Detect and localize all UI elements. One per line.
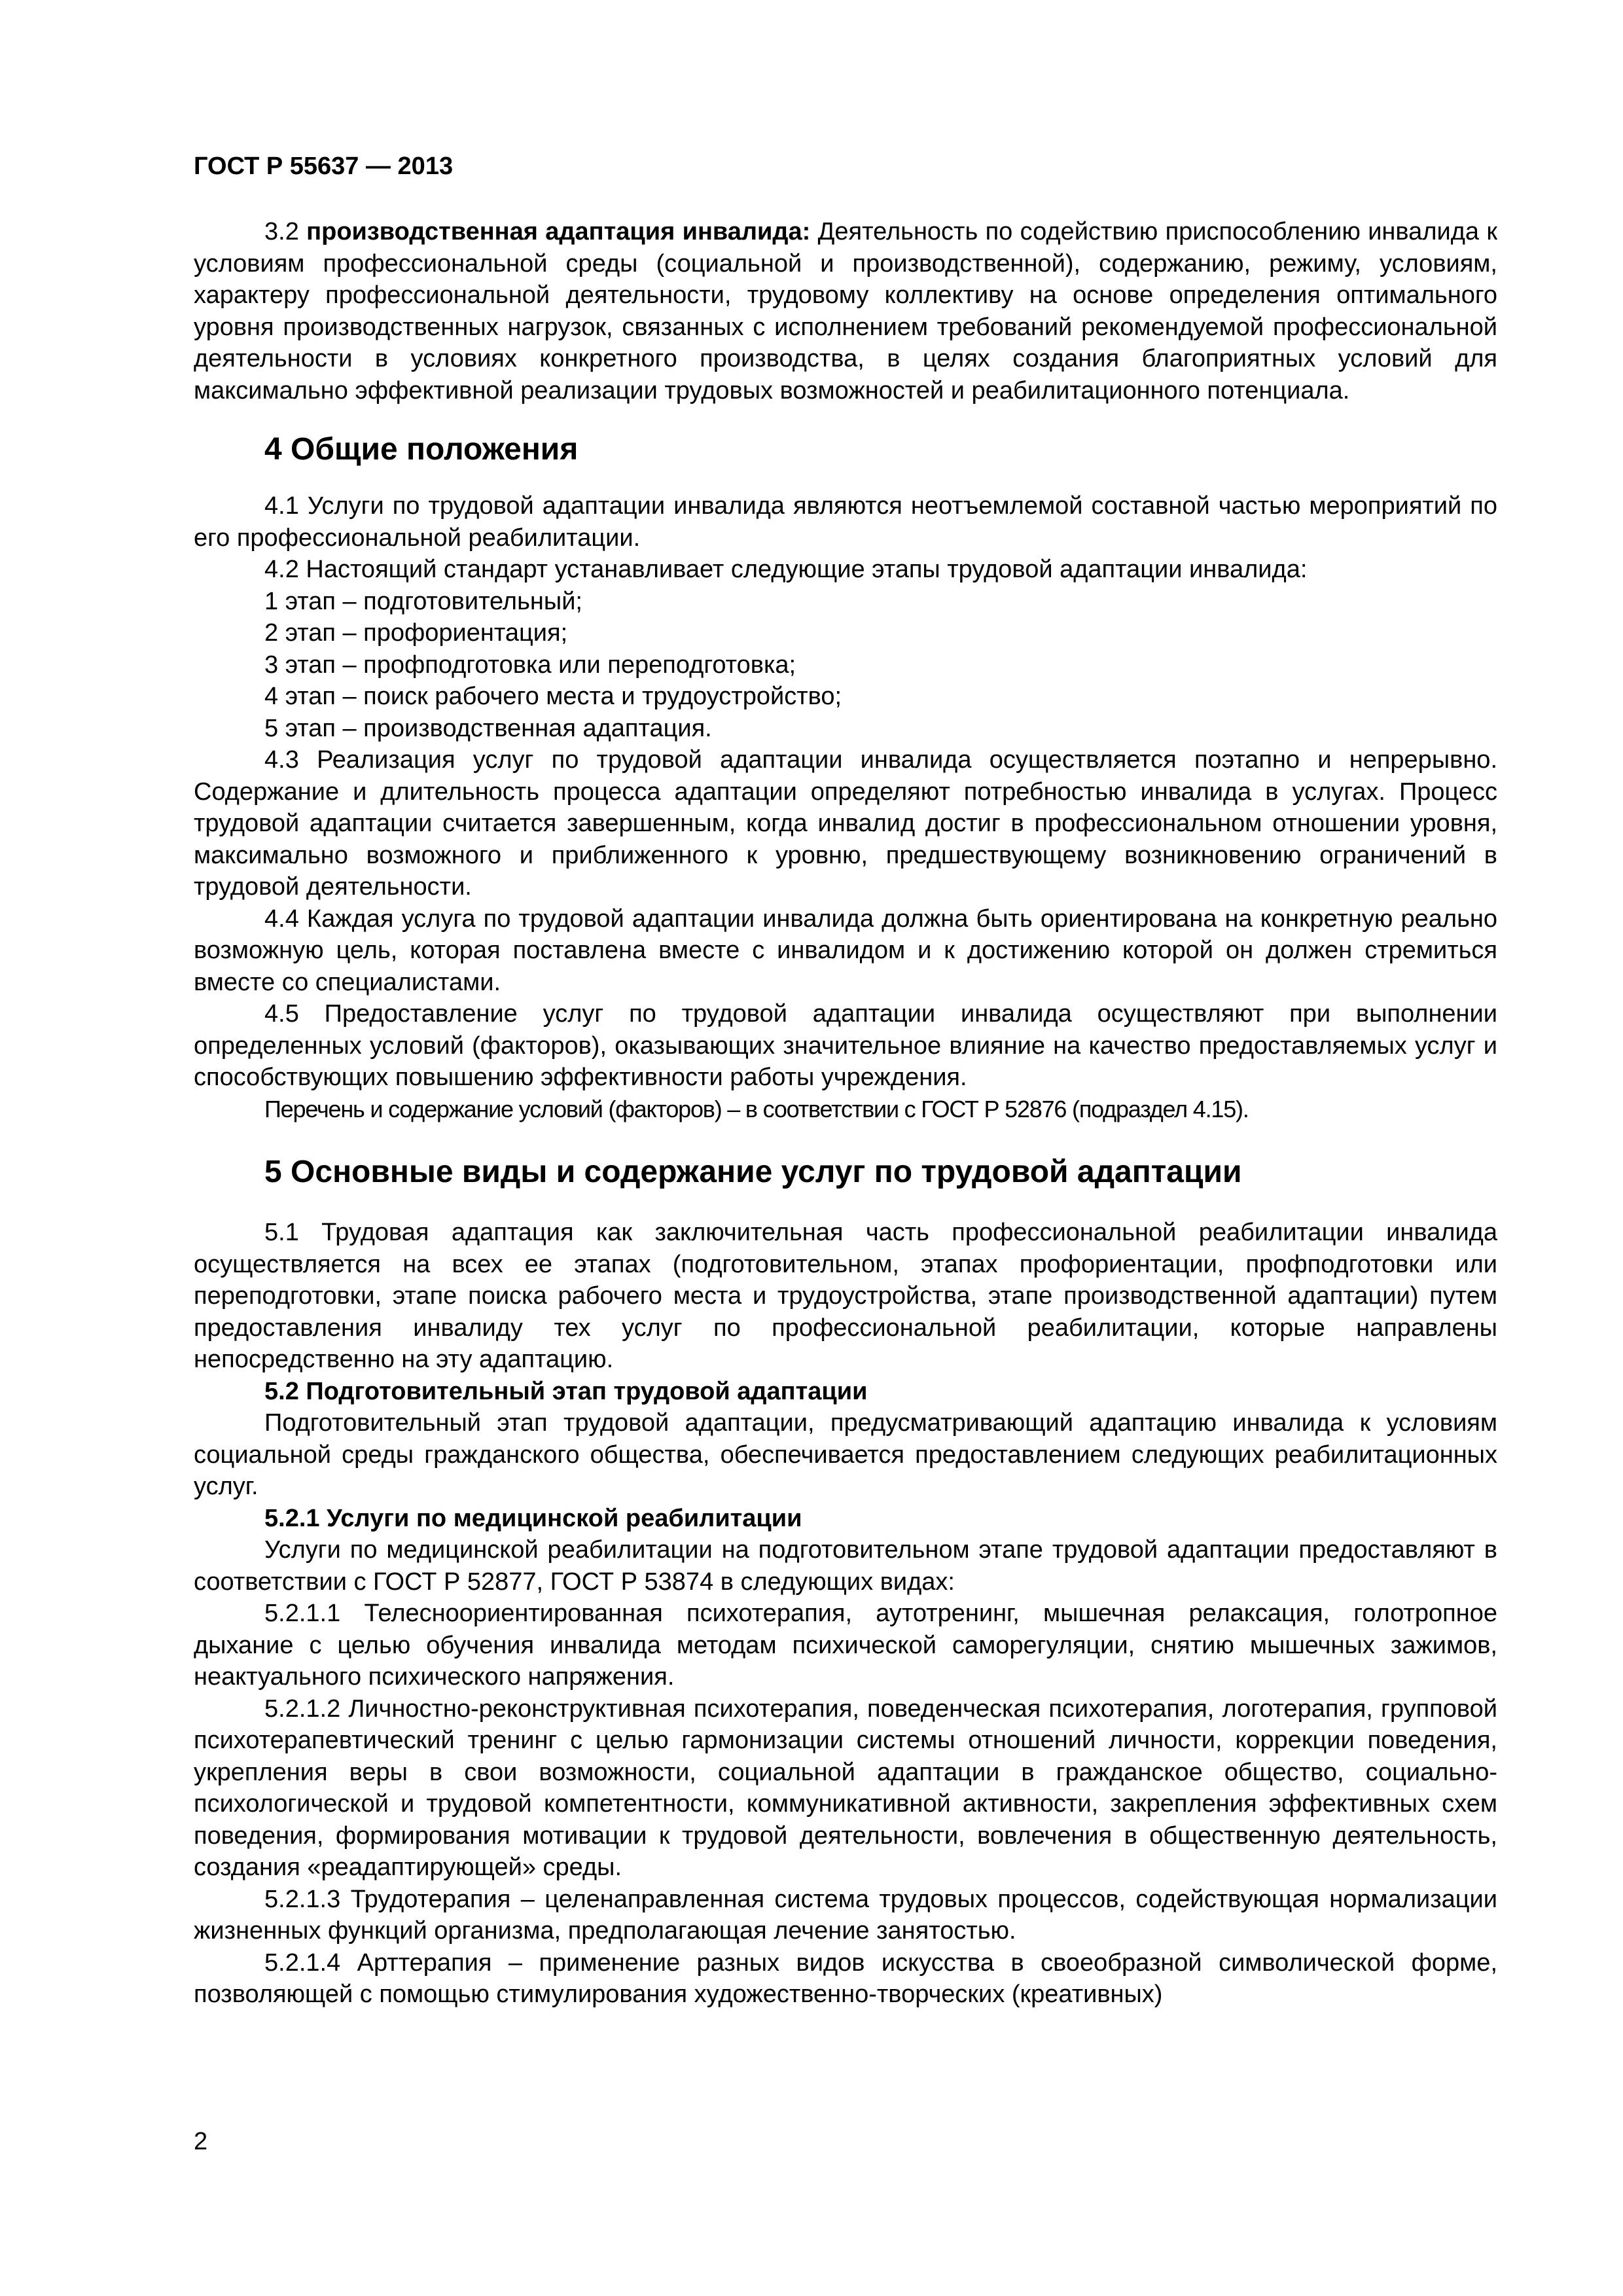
stage-item: 3 этап – профподготовка или переподготовка; <box>264 651 796 679</box>
stage-item: 2 этап – профориентация; <box>264 619 568 647</box>
subsection-5-2-1-heading: 5.2.1 Услуги по медицинской реабилитации <box>264 1504 802 1532</box>
paragraph-4-3: 4.3 Реализация услуг по трудовой адаптации инвалида осуществляется поэтапно и непрерывно. Содержание и длительность процесса адаптации определяют потребностью инвалида в услугах. Процесс трудовой адаптации считается завершенным, когда инвалид достиг в профессиональном отношении уровня, максимально возможного и приближенного к уровню, предшествующему возникновению ограничений в трудовой деятельности. <box>194 746 1497 901</box>
paragraph-5-2: Подготовительный этап трудовой адаптации, предусматривающий адаптацию инвалида к условиям социальной среды гражданского общества, обеспечивается предоставлением следующих реабилитационных услуг. <box>194 1409 1497 1500</box>
page-number: 2 <box>194 2128 208 2155</box>
paragraph-4-1: 4.1 Услуги по трудовой адаптации инвалида являются неотъемлемой составной частью мероприятий по его профессиональной реабилитации. <box>194 492 1497 552</box>
stage-item: 1 этап – подготовительный; <box>264 587 582 615</box>
paragraph-4-4: 4.4 Каждая услуга по трудовой адаптации инвалида должна быть ориентирована на конкретную реально возможную цель, которая поставлена вместе с инвалидом и к достижению которой он должен стремиться вместе со специалистами. <box>194 905 1497 996</box>
stage-item: 5 этап – производственная адаптация. <box>264 714 712 742</box>
paragraph-3-2 <box>194 216 1497 406</box>
section-4-title: 4 Общие положения <box>264 432 579 467</box>
term-definition: производственная адаптация инвалида: <box>306 218 811 245</box>
paragraph-number: 3.2 <box>264 218 307 245</box>
paragraph-4-5-reference: Перечень и содержание условий (факторов) – в соответствии с ГОСТ Р 52876 (подраздел 4.15). <box>264 1095 1249 1122</box>
paragraph-4-5: 4.5 Предоставление услуг по трудовой адаптации инвалида осуществляют при выполнении определенных условий (факторов), оказывающих значительное влияние на качество предоставляемых услуг и способствующих повышению эффективности работы учреждения. <box>194 1000 1497 1091</box>
document-body <box>194 216 1497 2011</box>
subsection-5-2-title <box>194 1376 1497 1408</box>
paragraph-text: Деятельность по содействию приспособлению инвалида к условиям профессиональной среды (социальной и производственной), содержанию, режиму, условиям, характеру профессиональной деятельности, трудовому коллективу на основе определения оптимального уровня производственных нагрузок, связанных с исполнением требований рекомендуемой профессиональной деятельности в условиях конкретного производства, в целях создания благоприятных условий для максимально эффективной реализации трудовых возможностей и реабилитационного потенциала. <box>194 218 1497 404</box>
subsection-5-2-heading: 5.2 Подготовительный этап трудовой адаптации <box>264 1377 868 1405</box>
subsection-5-2-1-title <box>194 1503 1497 1535</box>
paragraph-5-2-1-1: 5.2.1.1 Телесноориентированная психотерапия, аутотренинг, мышечная релаксация, голотропное дыхание с целью обучения инвалида методам психической саморегуляции, снятию мышечных зажимов, неактуального психического напряжения. <box>194 1600 1497 1691</box>
paragraph-5-2-1-3: 5.2.1.3 Трудотерапия – целенаправленная система трудовых процессов, содействующая нормализации жизненных функций организма, предполагающая лечение занятостью. <box>194 1885 1497 1945</box>
paragraph-5-2-1: Услуги по медицинской реабилитации на подготовительном этапе трудовой адаптации предоставляют в соответствии с ГОСТ Р 52877, ГОСТ Р 53874 в следующих видах: <box>194 1536 1497 1596</box>
paragraph-5-2-1-4: 5.2.1.4 Арттерапия – применение разных видов искусства в своеобразной символической форме, позволяющей с помощью стимулирования художественно-творческих (креативных) <box>194 1948 1497 2008</box>
paragraph-5-1: 5.1 Трудовая адаптация как заключительная часть профессиональной реабилитации инвалида осуществляется на всех ее этапах (подготовительном, этапах профориентации, профподготовки или переподготовки, этапе поиска рабочего места и трудоустройства, этапе производственной адаптации) путем предоставления инвалиду тех услуг по профессиональной реабилитации, которые направлены непосредственно на эту адаптацию. <box>194 1219 1497 1373</box>
stage-item: 4 этап – поиск рабочего места и трудоустройство; <box>264 683 842 710</box>
paragraph-5-2-1-2: 5.2.1.2 Личностно-реконструктивная психотерапия, поведенческая психотерапия, логотерапия, групповой психотерапевтический тренинг с целью гармонизации системы отношений личности, коррекции поведения, укрепления веры в свои возможности, социальной адаптации в гражданское общество, социально-психологической и трудовой компетентности, коммуникативной активности, закрепления эффективных схем поведения, формирования мотивации к трудовой деятельности, вовлечения в общественную деятельность, создания «реадаптирующей» среды. <box>194 1695 1497 1881</box>
document-header: ГОСТ Р 55637 — 2013 <box>194 152 454 180</box>
paragraph-4-2: 4.2 Настоящий стандарт устанавливает следующие этапы трудовой адаптации инвалида: <box>264 556 1308 583</box>
section-5-title: 5 Основные виды и содержание услуг по трудовой адаптации <box>264 1155 1242 1189</box>
